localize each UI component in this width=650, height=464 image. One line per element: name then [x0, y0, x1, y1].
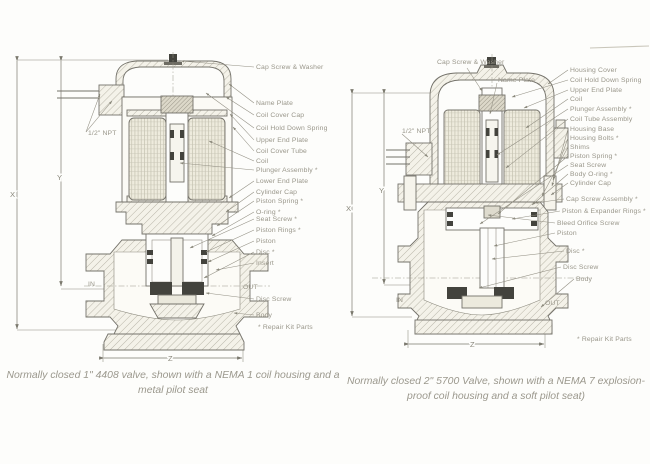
part-label: Cylinder Cap [570, 180, 612, 187]
part-label: Shims [570, 144, 590, 151]
housing-bolt-shape [404, 176, 416, 210]
dim-x-label: X [346, 204, 352, 213]
part-label: Piston [557, 230, 577, 237]
dim-z-label: Z [470, 340, 475, 349]
part-label: Seat Screw [570, 162, 607, 169]
repair-kit-footnote: * Repair Kit Parts [577, 336, 632, 343]
part-label: Lower End Plate [256, 178, 309, 185]
dim-y-label: Y [379, 186, 385, 195]
conduit-label: 1/2" NPT [402, 128, 431, 135]
cylinder-cap-shape [116, 202, 238, 234]
part-label: Body [256, 312, 273, 319]
part-label: Cylinder Cap [256, 189, 298, 196]
coil-winding-left-shape [444, 110, 480, 194]
disc-shape [158, 295, 196, 304]
part-label: Cap Screw Assembly * [566, 196, 638, 203]
part-label: Piston Spring * [256, 198, 304, 205]
part-label: Upper End Plate [256, 137, 309, 144]
part-label: Cap Screw & Washer [256, 64, 324, 71]
part-label: Disc Screw [563, 264, 599, 271]
seat-shape [150, 282, 172, 295]
port-out-label: OUT [243, 284, 258, 291]
part-label: Seat Screw * [256, 216, 298, 223]
part-label: O-ring * [256, 209, 281, 216]
part-label: Coil Cover Tube [256, 148, 307, 155]
disc-shape [462, 296, 502, 308]
piston-ring-shape [147, 250, 153, 255]
part-label: Name Plate [498, 77, 536, 84]
scan-artifact-line [590, 46, 649, 48]
housing-base-shape [398, 184, 562, 202]
part-label: Housing Base [570, 126, 615, 133]
part-label: Upper End Plate [570, 87, 623, 94]
left-valve-drawing [10, 52, 328, 363]
coil-winding-left-shape [129, 118, 166, 200]
part-label: Disc Screw [256, 296, 292, 303]
part-label: Coil Hold Down Spring [256, 125, 328, 132]
part-label: Plunger Assembly * [570, 106, 632, 113]
dim-z-label: Z [168, 354, 173, 363]
part-label: Disc * [256, 249, 275, 256]
port-in-label: IN [88, 281, 96, 288]
part-label: Piston & Expander Rings * [562, 208, 646, 215]
part-label: Piston Spring * [570, 153, 618, 160]
expander-ring-shape [447, 212, 453, 217]
part-label: Body O-ring * [570, 171, 613, 178]
right-valve-drawing [346, 54, 646, 349]
part-label: Coil Tube Assembly [570, 116, 633, 123]
part-label: Housing Bolts * [570, 135, 619, 142]
right-valve-caption: Normally closed 2" 5700 Valve, shown with a NEMA 7 explosion-proof coil housing and a soft pilot seat) [346, 376, 646, 403]
part-label: Piston [256, 238, 276, 245]
part-label: Bleed Orifice Screw [557, 220, 620, 227]
bottom-flange-shape [104, 334, 244, 350]
conduit-hub-shape [99, 85, 124, 115]
part-label: Name Plate [256, 100, 294, 107]
bottom-flange-shape [415, 320, 552, 334]
part-label: Body [576, 276, 593, 283]
insert-shape [150, 304, 204, 318]
part-label: Coil Cover Cap [256, 112, 305, 119]
part-label: Housing Cover [570, 67, 617, 74]
part-label: Cap Screw & Washer [437, 59, 505, 66]
part-label: Insert [256, 260, 274, 267]
port-in-label: IN [396, 297, 404, 304]
left-valve-caption: Normally closed 1" 4408 valve, shown with a NEMA 1 coil housing and a metal pilot seat [6, 370, 340, 397]
part-label: Coil Hold Down Spring [570, 77, 642, 84]
part-label: Disc * [566, 248, 585, 255]
repair-kit-footnote: * Repair Kit Parts [258, 324, 313, 331]
coil-winding-right-shape [504, 110, 540, 194]
port-out-label: OUT [545, 300, 560, 307]
part-label: Coil [570, 96, 583, 103]
part-label: Coil [256, 158, 269, 165]
plunger-cap-shape [479, 95, 505, 111]
conduit-label: 1/2" NPT [88, 130, 117, 137]
plunger-cap-shape [161, 96, 193, 113]
dim-x-label: X [10, 190, 16, 199]
part-label: Piston Rings * [256, 227, 301, 234]
coil-winding-right-shape [188, 118, 225, 200]
dim-y-label: Y [57, 173, 63, 182]
conduit-hub-shape [406, 143, 432, 175]
part-label: Plunger Assembly * [256, 167, 318, 174]
